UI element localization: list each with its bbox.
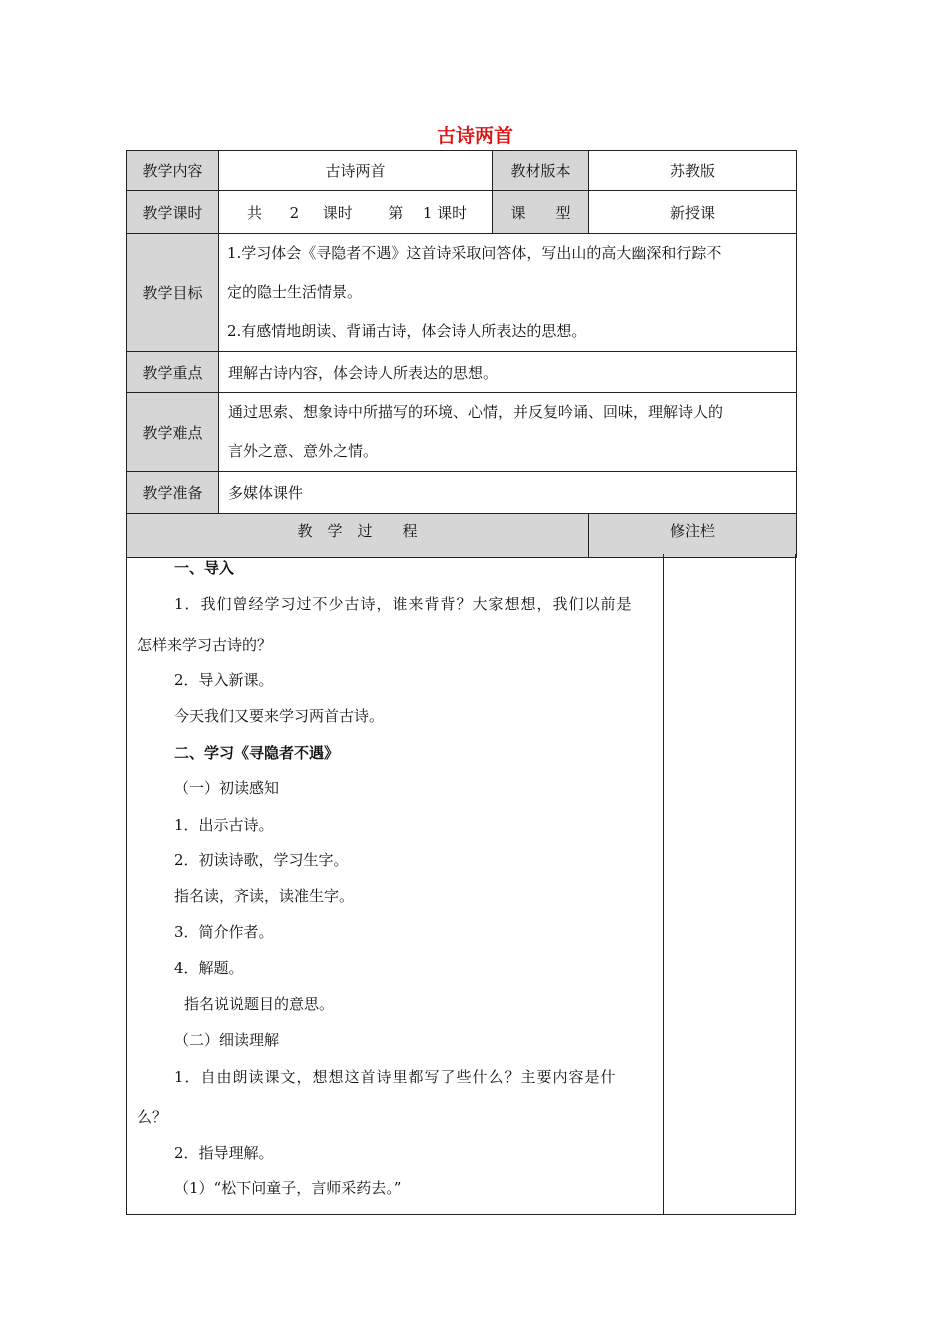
hours-current: 1: [422, 203, 433, 222]
prep-value: 多媒体课件: [219, 472, 797, 514]
difficulty-line: 言外之意、意外之情。: [228, 442, 379, 460]
prep-label: 教学准备: [127, 472, 219, 514]
process-line: （1）“松下问童子，言师采药去。”: [174, 1179, 402, 1197]
focus-value: 理解古诗内容，体会诗人所表达的思想。: [219, 352, 797, 393]
process-header: 教 学 过 程: [127, 514, 589, 558]
section-heading: 二、学习《寻隐者不遇》: [174, 744, 340, 762]
lesson-info-table: [126, 150, 797, 558]
process-line: 2．初读诗歌，学习生字。: [174, 851, 349, 869]
process-line: 4．解题。: [174, 959, 244, 977]
process-line: 么？: [137, 1108, 168, 1126]
difficulty-label: 教学难点: [127, 393, 219, 472]
goals-label: 教学目标: [127, 234, 219, 352]
process-line: 1．我们曾经学习过不少古诗，谁来背背？大家想想，我们以前是: [174, 595, 633, 613]
hours-total: 2: [289, 203, 300, 222]
hours-total-prefix: 共: [247, 203, 263, 222]
difficulty-value: [219, 393, 797, 472]
notes-column-divider: [663, 554, 664, 1214]
content-label: 教学内容: [127, 151, 219, 191]
goal-line: 2.有感情地朗读、背诵古诗，体会诗人所表达的思想。: [227, 322, 587, 340]
focus-label: 教学重点: [127, 352, 219, 393]
process-line: 指名读，齐读，读准生字。: [174, 887, 355, 905]
process-line: 1．出示古诗。: [174, 816, 274, 834]
process-body: [126, 554, 796, 1215]
process-line: （二）细读理解: [174, 1031, 280, 1049]
difficulty-line: 通过思索、想象诗中所描写的环境、心情，并反复吟诵、回味，理解诗人的: [228, 403, 724, 421]
hours-label: 教学课时: [127, 191, 219, 234]
process-line: 指名说说题目的意思。: [184, 995, 335, 1013]
document-title: 古诗两首: [436, 125, 513, 147]
process-line: 2．指导理解。: [174, 1144, 274, 1162]
hours-current-unit: 课时: [437, 203, 468, 222]
section-heading: 一、导入: [174, 559, 235, 577]
goal-line: 1.学习体会《寻隐者不遇》这首诗采取问答体，写出山的高大幽深和行踪不: [227, 244, 722, 262]
type-value: 新授课: [589, 191, 797, 234]
content-value: 古诗两首: [219, 151, 493, 191]
textbook-label: 教材版本: [493, 151, 589, 191]
process-line: 怎样来学习古诗的？: [137, 636, 273, 654]
hours-total-unit: 课时: [322, 203, 353, 222]
notes-header: 修注栏: [589, 514, 797, 558]
process-line: 1．自由朗读课文，想想这首诗里都写了些什么？主要内容是什: [174, 1068, 617, 1086]
process-line: 3．简介作者。: [174, 923, 274, 941]
goals-value: [219, 234, 797, 352]
process-line: 今天我们又要来学习两首古诗。: [174, 707, 385, 725]
type-label: 课 型: [493, 191, 589, 234]
hours-current-prefix: 第: [388, 203, 404, 222]
textbook-value: 苏教版: [589, 151, 797, 191]
process-line: （一）初读感知: [174, 779, 280, 797]
goal-line: 定的隐士生活情景。: [227, 283, 363, 301]
hours-value: [219, 191, 493, 234]
process-line: 2．导入新课。: [174, 671, 274, 689]
